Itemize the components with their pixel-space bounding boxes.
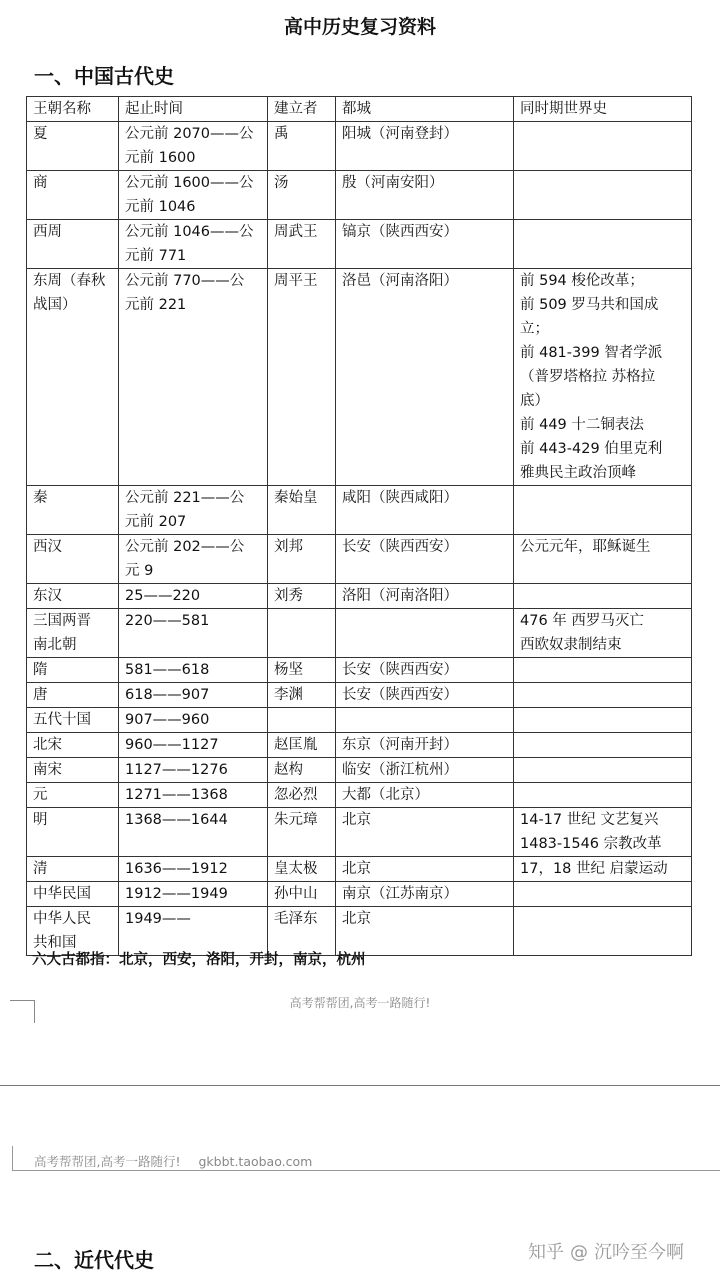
cell-text-line: 殷（河南安阳）: [342, 175, 444, 191]
cell-text-line: 前 594 梭伦改革；: [520, 273, 644, 289]
cell-dynasty: [27, 609, 119, 658]
cell-text-line: 洛邑（河南洛阳）: [342, 273, 458, 289]
cell-text-line: 北京: [342, 911, 371, 927]
table-header-row: [27, 97, 692, 122]
cell-text-line: 西汉: [33, 539, 62, 555]
zhihu-watermark: [528, 1238, 684, 1264]
cell-capital: [336, 584, 514, 609]
cell-world-history: [514, 269, 692, 486]
cell-text-line: 孙中山: [274, 886, 318, 902]
cell-text-line: 907——960: [125, 712, 210, 728]
cell-founder: [268, 783, 336, 808]
cell-dynasty: [27, 171, 119, 220]
cell-world-history: [514, 486, 692, 535]
cell-period: [119, 535, 268, 584]
cell-text-line: 581——618: [125, 662, 210, 678]
cell-text-line: 618——907: [125, 687, 210, 703]
cell-dynasty: [27, 882, 119, 907]
table-row: [27, 733, 692, 758]
table-row: [27, 708, 692, 733]
cell-text-line: 17，18 世纪 启蒙运动: [520, 861, 668, 877]
six-capitals-note: 六大古都指：北京，西安，洛阳，开封，南京，杭州: [32, 952, 366, 968]
cell-capital: [336, 708, 514, 733]
cell-period: [119, 220, 268, 269]
cell-text-line: 南京（江苏南京）: [342, 886, 458, 902]
table-row: [27, 535, 692, 584]
cell-text-line: 476 年 西罗马灭亡: [520, 613, 644, 629]
cell-text-line: （普罗塔格拉 苏格拉: [520, 369, 656, 385]
cell-dynasty: [27, 584, 119, 609]
cell-text-line: 共和国: [33, 935, 77, 951]
cell-text-line: 杨坚: [274, 662, 303, 678]
cell-founder: [268, 882, 336, 907]
cell-text-line: 前 509 罗马共和国成: [520, 297, 659, 313]
table-body: [27, 122, 692, 956]
cell-capital: [336, 269, 514, 486]
cell-text-line: 公元前 1600——公: [125, 175, 254, 191]
cell-text-line: 西周: [33, 224, 62, 240]
cell-founder: [268, 609, 336, 658]
table-row: [27, 658, 692, 683]
cell-text-line: 公元元年，耶稣诞生: [520, 539, 651, 555]
cell-capital: [336, 783, 514, 808]
cell-text-line: 南宋: [33, 762, 62, 778]
cell-capital: [336, 882, 514, 907]
cell-world-history: [514, 783, 692, 808]
cell-text-line: 秦: [33, 490, 48, 506]
cell-text-line: 1483-1546 宗教改革: [520, 836, 662, 852]
cell-text-line: 960——1127: [125, 737, 219, 753]
table-row: [27, 683, 692, 708]
cell-capital: [336, 609, 514, 658]
table-row: [27, 882, 692, 907]
cell-period: [119, 758, 268, 783]
cell-text-line: 公元前 1046——公: [125, 224, 254, 240]
cell-text-line: 元前 771: [125, 248, 187, 264]
cell-text-line: 镐京（陕西西安）: [342, 224, 458, 240]
cell-text-line: 洛阳（河南洛阳）: [342, 588, 458, 604]
cell-period: [119, 584, 268, 609]
cell-text-line: 夏: [33, 126, 48, 142]
cell-world-history: [514, 171, 692, 220]
cell-text-line: 1636——1912: [125, 861, 228, 877]
cell-period: [119, 122, 268, 171]
cell-capital: [336, 122, 514, 171]
cell-text-line: 元前 221: [125, 297, 187, 313]
cell-text-line: 北京: [342, 812, 371, 828]
cell-text-line: 长安（陕西西安）: [342, 662, 458, 678]
cell-world-history: [514, 658, 692, 683]
cell-text-line: 毛泽东: [274, 911, 318, 927]
cell-period: [119, 171, 268, 220]
cell-text-line: 公元前 770——公: [125, 273, 245, 289]
cell-text-line: 大都（北京）: [342, 787, 429, 803]
cell-text-line: 底）: [520, 393, 549, 409]
cell-period: [119, 808, 268, 857]
document-title: 高中历史复习资料: [283, 16, 436, 38]
cell-period: [119, 733, 268, 758]
cell-text-line: 中华民国: [33, 886, 91, 902]
cell-text-line: 禹: [274, 126, 289, 142]
cell-capital: [336, 220, 514, 269]
cell-dynasty: [27, 269, 119, 486]
cell-text-line: 周武王: [274, 224, 318, 240]
cell-text-line: 咸阳（陕西咸阳）: [342, 490, 458, 506]
header-rule: [12, 1170, 720, 1171]
cell-text-line: 元前 1600: [125, 150, 196, 166]
cell-dynasty: [27, 486, 119, 535]
cell-text-line: 刘邦: [274, 539, 303, 555]
cell-text-line: 前 449 十二铜表法: [520, 417, 644, 433]
cell-text-line: 长安（陕西西安）: [342, 539, 458, 555]
cell-founder: [268, 658, 336, 683]
header-period: 起止时间: [119, 97, 268, 122]
cell-founder: [268, 733, 336, 758]
watermark-separator: @: [570, 1242, 588, 1263]
cell-text-line: 公元前 2070——公: [125, 126, 254, 142]
watermark-author: 沉吟至今啊: [594, 1242, 684, 1263]
cell-text-line: 220——581: [125, 613, 210, 629]
table-row: [27, 783, 692, 808]
cell-founder: [268, 808, 336, 857]
cell-founder: [268, 486, 336, 535]
cell-world-history: [514, 907, 692, 956]
cell-founder: [268, 857, 336, 882]
page-footer: 高考帮帮团,高考一路随行!: [289, 996, 431, 1010]
dynasty-table: [26, 96, 692, 956]
cell-dynasty: [27, 733, 119, 758]
table-row: [27, 808, 692, 857]
cell-founder: [268, 758, 336, 783]
header-corner-mark: [12, 1146, 13, 1170]
page-header: [34, 1152, 312, 1170]
cell-dynasty: [27, 683, 119, 708]
header-slogan: 高考帮帮团,高考一路随行!: [34, 1154, 181, 1169]
cell-text-line: 汤: [274, 175, 289, 191]
cell-period: [119, 486, 268, 535]
cell-dynasty: [27, 535, 119, 584]
cell-text-line: 1271——1368: [125, 787, 228, 803]
header-dynasty: 王朝名称: [27, 97, 119, 122]
cell-world-history: [514, 733, 692, 758]
table-row: [27, 486, 692, 535]
cell-period: [119, 708, 268, 733]
cell-capital: [336, 486, 514, 535]
cell-capital: [336, 683, 514, 708]
table-row: [27, 269, 692, 486]
cell-text-line: 商: [33, 175, 48, 191]
cell-text-line: 阳城（河南登封）: [342, 126, 458, 142]
cell-world-history: [514, 683, 692, 708]
cell-capital: [336, 808, 514, 857]
table-row: [27, 171, 692, 220]
cell-dynasty: [27, 122, 119, 171]
cell-text-line: 战国）: [33, 297, 77, 313]
cell-text-line: 临安（浙江杭州）: [342, 762, 458, 778]
cell-period: [119, 857, 268, 882]
cell-capital: [336, 758, 514, 783]
cell-founder: [268, 269, 336, 486]
cell-founder: [268, 683, 336, 708]
cell-text-line: 赵构: [274, 762, 303, 778]
cell-world-history: [514, 122, 692, 171]
cell-world-history: [514, 758, 692, 783]
table-row: [27, 122, 692, 171]
cell-text-line: 秦始皇: [274, 490, 318, 506]
cell-founder: [268, 708, 336, 733]
cell-dynasty: [27, 758, 119, 783]
cell-world-history: [514, 708, 692, 733]
table-row: [27, 609, 692, 658]
cell-text-line: 刘秀: [274, 588, 303, 604]
cell-text-line: 前 443-429 伯里克利: [520, 441, 663, 457]
cell-text-line: 公元前 202——公: [125, 539, 245, 555]
table-row: [27, 758, 692, 783]
cell-text-line: 长安（陕西西安）: [342, 687, 458, 703]
cell-founder: [268, 171, 336, 220]
cell-text-line: 三国两晋: [33, 613, 91, 629]
cell-world-history: [514, 584, 692, 609]
cell-founder: [268, 220, 336, 269]
cell-text-line: 立；: [520, 321, 549, 337]
cell-text-line: 唐: [33, 687, 48, 703]
cell-text-line: 1949——: [125, 911, 191, 927]
cell-text-line: 1912——1949: [125, 886, 228, 902]
cell-founder: [268, 122, 336, 171]
cell-text-line: 14-17 世纪 文艺复兴: [520, 812, 659, 828]
cell-text-line: 雅典民主政治顶峰: [520, 465, 636, 481]
cell-dynasty: [27, 857, 119, 882]
cell-capital: [336, 658, 514, 683]
cell-text-line: 明: [33, 812, 48, 828]
cell-world-history: [514, 535, 692, 584]
table-row: [27, 857, 692, 882]
header-world-history: 同时期世界史: [514, 97, 692, 122]
cell-text-line: 五代十国: [33, 712, 91, 728]
page-divider: [0, 1085, 720, 1086]
cell-world-history: [514, 808, 692, 857]
watermark-brand: 知乎: [528, 1242, 564, 1263]
cell-text-line: 公元前 221——公: [125, 490, 245, 506]
section-heading-modern: 二、近代代史: [34, 1248, 154, 1272]
cell-founder: [268, 584, 336, 609]
cell-text-line: 1368——1644: [125, 812, 228, 828]
cell-capital: [336, 535, 514, 584]
cell-world-history: [514, 609, 692, 658]
cell-world-history: [514, 882, 692, 907]
cell-period: [119, 609, 268, 658]
cell-text-line: 周平王: [274, 273, 318, 289]
cell-text-line: 东周（春秋: [33, 273, 106, 289]
cell-capital: [336, 171, 514, 220]
section-heading-ancient: 一、中国古代史: [34, 64, 174, 88]
cell-text-line: 元: [33, 787, 48, 803]
cell-text-line: 东京（河南开封）: [342, 737, 458, 753]
header-capital: 都城: [336, 97, 514, 122]
table-row: [27, 220, 692, 269]
cell-period: [119, 658, 268, 683]
cell-text-line: 1127——1276: [125, 762, 228, 778]
cell-dynasty: [27, 220, 119, 269]
cell-text-line: 赵匡胤: [274, 737, 318, 753]
header-url: gkbbt.taobao.com: [198, 1154, 313, 1169]
cell-text-line: 李渊: [274, 687, 303, 703]
cell-founder: [268, 535, 336, 584]
cell-text-line: 元前 1046: [125, 199, 196, 215]
header-founder: 建立者: [268, 97, 336, 122]
cell-world-history: [514, 220, 692, 269]
cell-text-line: 皇太极: [274, 861, 318, 877]
cell-dynasty: [27, 783, 119, 808]
cell-period: [119, 683, 268, 708]
cell-text-line: 中华人民: [33, 911, 91, 927]
cell-period: [119, 783, 268, 808]
cell-text-line: 南北朝: [33, 637, 77, 653]
cell-world-history: [514, 857, 692, 882]
cell-dynasty: [27, 658, 119, 683]
cell-text-line: 北宋: [33, 737, 62, 753]
cell-text-line: 前 481-399 智者学派: [520, 345, 663, 361]
cell-text-line: 隋: [33, 662, 48, 678]
cell-text-line: 元 9: [125, 563, 154, 579]
table-row: [27, 584, 692, 609]
cell-text-line: 忽必烈: [274, 787, 318, 803]
cell-capital: [336, 857, 514, 882]
cell-period: [119, 882, 268, 907]
cell-text-line: 西欧奴隶制结束: [520, 637, 622, 653]
cell-text-line: 东汉: [33, 588, 62, 604]
cell-text-line: 朱元璋: [274, 812, 318, 828]
cell-capital: [336, 733, 514, 758]
cell-dynasty: [27, 708, 119, 733]
cell-text-line: 北京: [342, 861, 371, 877]
cell-dynasty: [27, 808, 119, 857]
cell-text-line: 元前 207: [125, 514, 187, 530]
cell-period: [119, 269, 268, 486]
cell-text-line: 25——220: [125, 588, 201, 604]
cell-text-line: 清: [33, 861, 48, 877]
